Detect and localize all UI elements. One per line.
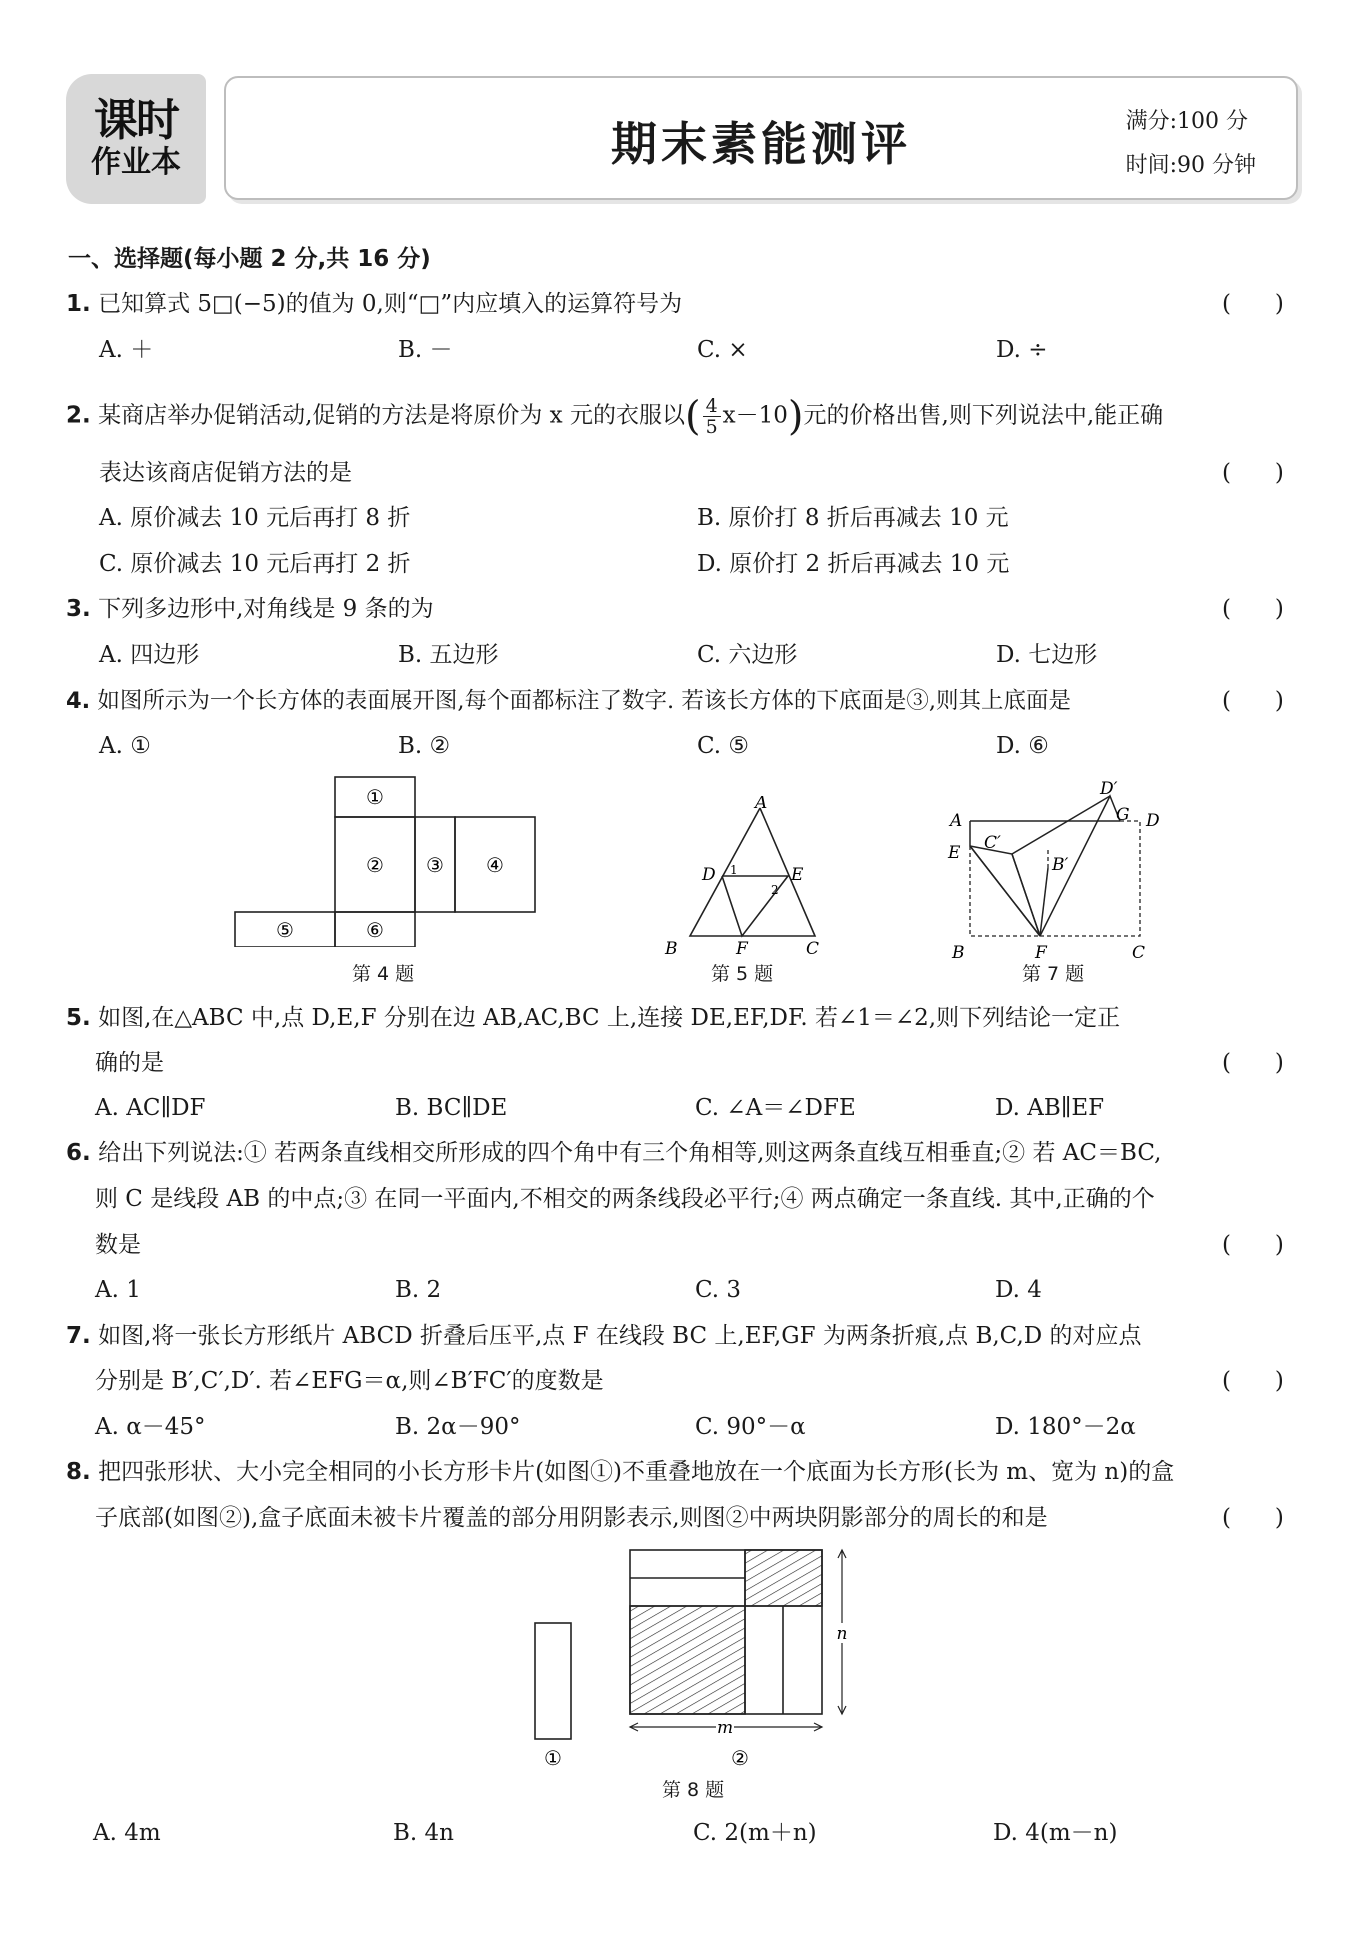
option-d: D. AB∥EF (995, 1095, 1105, 1121)
section-title: 一、选择题(每小题 2 分,共 16 分) (68, 246, 431, 272)
question-stem: 已知算式 5□(−5)的值为 0,则“□”内应填入的运算符号为 (98, 291, 683, 317)
question-number: 8. (66, 1459, 91, 1485)
label-b-prime: B′ (1052, 855, 1069, 875)
option-c: C. × (697, 337, 748, 363)
card-rect (535, 1623, 571, 1739)
figure-7-caption: 第 7 题 (1022, 963, 1085, 985)
net-label-2: ② (366, 853, 384, 877)
label-c-prime: C′ (984, 833, 1001, 853)
option-b: B. 五边形 (398, 642, 499, 668)
question-stem: 如图,在△ABC 中,点 D,E,F 分别在边 AB,AC,BC 上,连接 DE,EF,DF. 若∠1＝∠2,则下列结论一定正 (98, 1005, 1121, 1031)
label-e: E (948, 843, 961, 863)
option-d: D. ÷ (996, 337, 1048, 363)
figure-8-caption: 第 8 题 (662, 1779, 725, 1801)
question-2 (66, 393, 1164, 440)
paren-close: ) (787, 393, 804, 440)
net-label-5: ⑤ (276, 918, 294, 942)
question-stem: 把四张形状、大小完全相同的小长方形卡片(如图①)不重叠地放在一个底面为长方形(长为 m、宽为 n)的盒 (98, 1459, 1175, 1485)
option-a: A. ＋ (99, 337, 154, 363)
question-number: 7. (66, 1323, 91, 1349)
option-a: A. ① (99, 733, 151, 759)
label-f: F (1035, 943, 1047, 961)
full-score: 满分:100 分 (1125, 109, 1248, 134)
paren-open: ( (684, 393, 701, 440)
question-stem: 如图,将一张长方形纸片 ABCD 折叠后压平,点 F 在线段 BC 上,EF,GF 为两条折痕,点 B,C,D 的对应点 (98, 1323, 1142, 1349)
option-a: A. 原价减去 10 元后再打 8 折 (99, 505, 411, 531)
net-label-6: ⑥ (366, 918, 384, 942)
label-a: A (755, 796, 768, 813)
question-number: 3. (66, 596, 91, 622)
dashed-c (1040, 821, 1140, 936)
logo-line2: 作业本 (91, 145, 181, 180)
option-d: D. 原价打 2 折后再减去 10 元 (697, 551, 1010, 577)
figure-5-triangle (660, 796, 830, 956)
sub-label-1: ① (544, 1746, 562, 1770)
option-b: B. 原价打 8 折后再减去 10 元 (697, 505, 1009, 531)
question-stem-b: x－10 (722, 402, 788, 429)
label-n: n (836, 1624, 848, 1644)
question-8 (66, 1457, 1174, 1487)
question-4 (66, 686, 1071, 716)
question-number: 1. (66, 291, 91, 317)
figure-4-caption: 第 4 题 (352, 963, 415, 985)
time-limit: 时间:90 分钟 (1125, 153, 1256, 178)
question-number: 6. (66, 1140, 91, 1166)
answer-paren: ( ) (1222, 1050, 1284, 1076)
option-d: D. 七边形 (996, 642, 1098, 668)
question-6-line3: 数是 (95, 1232, 141, 1258)
question-number: 4. (66, 688, 91, 714)
angle-1: 1 (730, 863, 738, 877)
option-a: A. 4m (93, 1820, 161, 1846)
answer-paren: ( ) (1222, 688, 1284, 714)
option-b: B. 4n (393, 1820, 454, 1846)
net-label-4: ④ (486, 853, 504, 877)
label-m: m (716, 1718, 734, 1738)
fraction-numerator: 4 (703, 396, 721, 417)
label-c: C (1132, 943, 1146, 961)
answer-paren: ( ) (1222, 291, 1284, 317)
left-edge-solid (970, 821, 1040, 936)
option-c: C. 2(m＋n) (693, 1820, 817, 1846)
question-5 (66, 1003, 1120, 1033)
question-stem-a: 某商店举办促销活动,促销的方法是将原价为 x 元的衣服以 (98, 402, 685, 429)
option-b: B. BC∥DE (395, 1095, 508, 1121)
shade-bottom-left (630, 1606, 745, 1714)
question-6-line2: 则 C 是线段 AB 的中点;③ 在同一平面内,不相交的两条线段必平行;④ 两点确定一条直线. 其中,正确的个 (95, 1186, 1155, 1212)
exam-meta (1126, 100, 1256, 188)
question-5-line2: 确的是 (95, 1050, 164, 1076)
question-2-line2: 表达该商店促销方法的是 (99, 460, 352, 486)
shade-top-right (745, 1550, 822, 1606)
label-d: D (1146, 811, 1160, 831)
option-c: C. ∠A＝∠DFE (695, 1095, 856, 1121)
label-b: B (665, 939, 678, 956)
option-b: B. ② (398, 733, 451, 759)
option-d: D. 180°－2α (995, 1414, 1136, 1440)
answer-paren: ( ) (1222, 1232, 1284, 1258)
question-1 (66, 289, 682, 319)
option-c: C. 3 (695, 1277, 742, 1303)
answer-paren: ( ) (1222, 460, 1284, 486)
label-e: E (791, 865, 804, 885)
net-label-1: ① (366, 785, 384, 809)
figure-7-fold (940, 776, 1170, 961)
page-title: 期末素能测评 (611, 117, 911, 171)
question-6 (66, 1138, 1161, 1168)
question-7-line2: 分别是 B′,C′,D′. 若∠EFG＝α,则∠B′FC′的度数是 (95, 1368, 604, 1394)
fraction-denominator: 5 (705, 416, 718, 438)
question-stem: 如图所示为一个长方体的表面展开图,每个面都标注了数字. 若该长方体的下底面是③,则其上底面是 (97, 688, 1071, 714)
option-d: D. 4(m－n) (993, 1820, 1118, 1846)
label-a: A (950, 811, 963, 831)
option-b: B. 2α－90° (395, 1414, 521, 1440)
option-c: C. 90°－α (695, 1414, 806, 1440)
question-stem: 下列多边形中,对角线是 9 条的为 (98, 596, 434, 622)
logo-line1: 课时 (94, 95, 178, 146)
option-b: B. － (398, 337, 453, 363)
fc-prime (1012, 854, 1040, 936)
fraction (703, 396, 721, 437)
angle-2: 2 (771, 883, 779, 897)
label-d-prime: D′ (1100, 779, 1118, 799)
label-g: G (1116, 805, 1130, 825)
option-c: C. ⑤ (697, 733, 750, 759)
label-c: C (806, 939, 820, 956)
figure-5-caption: 第 5 题 (711, 963, 774, 985)
question-stem-c: 元的价格出售,则下列说法中,能正确 (803, 402, 1164, 429)
option-a: A. α－45° (95, 1414, 206, 1440)
question-number: 5. (66, 1005, 91, 1031)
label-d: D (702, 865, 716, 885)
figure-4-net (230, 772, 550, 947)
answer-paren: ( ) (1222, 1368, 1284, 1394)
option-b: B. 2 (395, 1277, 442, 1303)
figure-8-boxes (520, 1545, 860, 1775)
option-d: D. 4 (995, 1277, 1042, 1303)
option-a: A. 四边形 (99, 642, 200, 668)
option-d: D. ⑥ (996, 733, 1049, 759)
answer-paren: ( ) (1222, 596, 1284, 622)
option-a: A. AC∥DF (95, 1095, 206, 1121)
question-3 (66, 594, 434, 624)
question-stem: 给出下列说法:① 若两条直线相交所形成的四个角中有三个角相等,则这两条直线互相垂直;② 若 AC＝BC, (98, 1140, 1162, 1166)
answer-paren: ( ) (1222, 1505, 1284, 1531)
fb-prime (1040, 868, 1048, 936)
option-c: C. 原价减去 10 元后再打 2 折 (99, 551, 411, 577)
sub-label-2: ② (731, 1746, 749, 1770)
question-number: 2. (66, 402, 91, 429)
brand-logo (66, 74, 206, 204)
question-7 (66, 1321, 1142, 1351)
label-b: B (952, 943, 965, 961)
option-a: A. 1 (95, 1277, 141, 1303)
title-box (224, 76, 1298, 200)
net-label-3: ③ (426, 853, 444, 877)
page-header (62, 70, 1302, 210)
label-f: F (736, 939, 748, 956)
crease-ef (970, 846, 1040, 936)
option-c: C. 六边形 (697, 642, 798, 668)
question-8-line2: 子底部(如图②),盒子底面未被卡片覆盖的部分用阴影表示,则图②中两块阴影部分的周长的和是 (95, 1505, 1048, 1531)
